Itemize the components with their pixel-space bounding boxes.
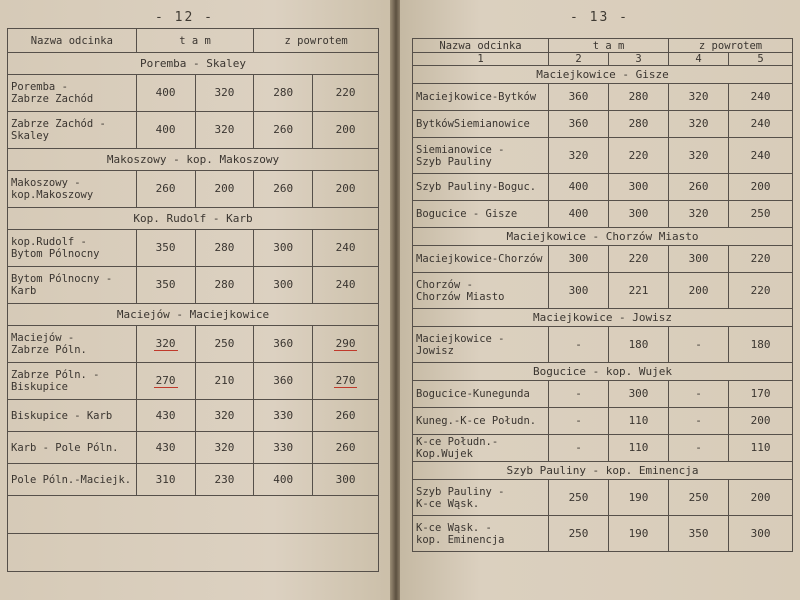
- fare-value-text: 300: [628, 207, 649, 220]
- fare-value: [609, 408, 669, 435]
- fare-value-text: 240: [335, 241, 356, 254]
- fare-value-text: 300: [628, 180, 649, 193]
- fare-value-text: 430: [155, 408, 176, 422]
- fare-value-text: 200: [214, 182, 235, 195]
- fare-value-text: 320: [688, 148, 709, 162]
- column-header-name: Nazwa odcinka: [8, 29, 137, 53]
- fare-value-text: 270: [335, 374, 356, 387]
- column-header-tam: t a m: [549, 39, 669, 53]
- fare-value: [195, 464, 254, 496]
- table-row: [413, 516, 793, 552]
- blank-row: [8, 534, 379, 572]
- fare-value-text: 260: [155, 182, 176, 195]
- fare-value: [254, 464, 313, 496]
- fare-value-text: 300: [568, 283, 589, 297]
- table-row: [413, 273, 793, 309]
- fare-value-text: 300: [688, 252, 709, 265]
- fare-value-text: -: [575, 387, 582, 400]
- fare-value: [549, 246, 609, 273]
- fare-value: [313, 267, 379, 304]
- fare-value: [609, 480, 669, 516]
- section-title: Poremba - Skaley: [8, 53, 379, 75]
- table-row: [8, 230, 379, 267]
- fare-value-text: 320: [214, 440, 235, 454]
- fare-value: [254, 326, 313, 363]
- fare-value: [609, 273, 669, 309]
- fare-value: [549, 381, 609, 408]
- route-name: Maciejkowice-Bytków: [413, 84, 549, 111]
- fare-value-text: 330: [273, 408, 294, 422]
- table-row: [8, 464, 379, 496]
- fare-value: [549, 273, 609, 309]
- column-header-tam: t a m: [136, 29, 254, 53]
- fare-value-text: 110: [628, 414, 649, 427]
- fare-value: [669, 327, 729, 363]
- section-title: Makoszowy - kop. Makoszowy: [8, 149, 379, 171]
- fare-value: [669, 246, 729, 273]
- fare-value: [136, 75, 195, 112]
- route-name: Bytom Pólnocny - Karb: [8, 267, 137, 304]
- fare-value: [729, 201, 793, 228]
- fare-value: [254, 112, 313, 149]
- fare-value: [195, 171, 254, 208]
- section-title: Maciejkowice - Gisze: [413, 66, 793, 84]
- fare-value-text: 180: [628, 337, 649, 351]
- fare-value-text: 300: [273, 278, 294, 291]
- fare-value-text: 240: [750, 117, 771, 130]
- fare-value-text: 320: [688, 117, 709, 130]
- fare-value: [609, 174, 669, 201]
- fare-value-text: 280: [214, 241, 235, 254]
- fare-value: [729, 381, 793, 408]
- fare-value-text: 360: [273, 337, 294, 350]
- fare-value-text: 200: [335, 182, 356, 195]
- fare-value: [313, 326, 379, 363]
- fare-value: [729, 516, 793, 552]
- fare-value-text: 220: [628, 252, 649, 265]
- fare-value: [254, 267, 313, 304]
- fare-value: [669, 174, 729, 201]
- fare-value-text: 320: [688, 90, 709, 103]
- fare-value: [195, 112, 254, 149]
- route-name: Karb - Pole Póln.: [8, 432, 137, 464]
- fare-value: [669, 273, 729, 309]
- fare-value-text: 110: [628, 441, 649, 454]
- fare-value: [549, 111, 609, 138]
- fare-value: [549, 408, 609, 435]
- fare-value: [729, 327, 793, 363]
- table-row: [413, 435, 793, 462]
- fare-value: [729, 246, 793, 273]
- fare-value: [136, 363, 195, 400]
- fare-value-text: 240: [335, 278, 356, 291]
- table-row: [8, 363, 379, 400]
- route-name: Maciejkowice-Chorzów: [413, 246, 549, 273]
- column-number: 1: [413, 53, 549, 66]
- fare-value-text: 260: [335, 440, 356, 454]
- table-row: [413, 111, 793, 138]
- section-title: Maciejów - Maciejkowice: [8, 304, 379, 326]
- table-row: [8, 171, 379, 208]
- fare-value: [313, 432, 379, 464]
- fare-value: [669, 480, 729, 516]
- fare-value: [729, 273, 793, 309]
- page-number: - 12 -: [155, 10, 214, 25]
- fare-value-text: 230: [214, 472, 235, 486]
- fare-value: [669, 84, 729, 111]
- fare-value-text: 280: [628, 90, 649, 103]
- fare-value-text: 400: [273, 472, 294, 486]
- fare-value-text: 400: [568, 180, 589, 193]
- route-name: Biskupice - Karb: [8, 400, 137, 432]
- fare-value-text: 190: [628, 490, 649, 504]
- fare-value-text: 320: [155, 337, 176, 350]
- fare-value-text: -: [575, 441, 582, 454]
- fare-value: [195, 363, 254, 400]
- fare-value-text: 350: [688, 526, 709, 540]
- route-name: Bogucice-Kunegunda: [413, 381, 549, 408]
- fare-value-text: 221: [628, 283, 649, 297]
- fare-value: [609, 246, 669, 273]
- table-row: [8, 112, 379, 149]
- fare-value: [549, 480, 609, 516]
- fare-value-text: 260: [273, 123, 294, 136]
- fare-value: [729, 480, 793, 516]
- fare-value: [136, 326, 195, 363]
- fare-value: [729, 138, 793, 174]
- fare-value-text: 330: [273, 440, 294, 454]
- fare-value: [254, 400, 313, 432]
- route-name: Zabrze Zachód - Skaley: [8, 112, 137, 149]
- fare-value-text: -: [695, 337, 702, 351]
- column-header-return: z powrotem: [254, 29, 379, 53]
- fare-table: [7, 28, 379, 572]
- fare-value: [729, 435, 793, 462]
- table-row: [8, 267, 379, 304]
- table-row: [8, 400, 379, 432]
- fare-value-text: 400: [568, 207, 589, 220]
- fare-value: [609, 381, 669, 408]
- route-name: Szyb Pauliny-Boguc.: [413, 174, 549, 201]
- column-header-return: z powrotem: [669, 39, 793, 53]
- fare-value-text: 300: [750, 526, 771, 540]
- section-title: Kop. Rudolf - Karb: [8, 208, 379, 230]
- fare-value: [609, 84, 669, 111]
- fare-value: [549, 327, 609, 363]
- route-name: Maciejkowice - Jowisz: [413, 327, 549, 363]
- table-row: [413, 201, 793, 228]
- fare-value-text: 350: [155, 278, 176, 291]
- fare-value-text: 350: [155, 241, 176, 254]
- fare-value: [609, 111, 669, 138]
- fare-value: [549, 435, 609, 462]
- fare-value-text: 320: [568, 148, 589, 162]
- route-name: kop.Rudolf - Bytom Pólnocny: [8, 230, 137, 267]
- fare-value-text: 320: [214, 408, 235, 422]
- fare-value: [254, 363, 313, 400]
- section-title: Maciejkowice - Jowisz: [413, 309, 793, 327]
- fare-value: [136, 112, 195, 149]
- fare-value: [136, 230, 195, 267]
- fare-value: [313, 363, 379, 400]
- fare-value: [609, 201, 669, 228]
- fare-value: [549, 201, 609, 228]
- fare-value-text: 180: [750, 337, 771, 351]
- fare-value: [669, 381, 729, 408]
- fare-value: [549, 174, 609, 201]
- fare-value-text: 240: [750, 148, 771, 162]
- fare-value-text: 290: [335, 337, 356, 350]
- fare-value: [136, 432, 195, 464]
- table-row: [413, 381, 793, 408]
- table-row: [413, 174, 793, 201]
- route-name: BytkówSiemianowice: [413, 111, 549, 138]
- fare-value-text: 270: [155, 374, 176, 387]
- fare-table: [412, 38, 793, 552]
- fare-value-text: 220: [335, 86, 356, 99]
- fare-value: [313, 112, 379, 149]
- fare-value-text: 220: [750, 252, 771, 265]
- fare-value: [549, 516, 609, 552]
- fare-value-text: 300: [273, 241, 294, 254]
- fare-value-text: -: [575, 337, 582, 351]
- fare-value: [254, 230, 313, 267]
- fare-value-text: 110: [750, 441, 771, 454]
- table-row: [413, 138, 793, 174]
- fare-value-text: 220: [750, 283, 771, 297]
- table-row: [413, 246, 793, 273]
- fare-value: [669, 408, 729, 435]
- column-number: 3: [609, 53, 669, 66]
- fare-value-text: -: [695, 387, 702, 400]
- fare-value: [729, 84, 793, 111]
- fare-value: [195, 400, 254, 432]
- table-row: [8, 326, 379, 363]
- fare-value-text: 280: [273, 86, 294, 99]
- route-name: Zabrze Póln. - Biskupice: [8, 363, 137, 400]
- fare-value: [729, 174, 793, 201]
- fare-value: [136, 267, 195, 304]
- fare-value: [254, 75, 313, 112]
- fare-value: [609, 435, 669, 462]
- section-title: Bogucice - kop. Wujek: [413, 363, 793, 381]
- fare-value: [195, 230, 254, 267]
- fare-value-text: 250: [688, 490, 709, 504]
- fare-value-text: 320: [688, 207, 709, 220]
- fare-value-text: 250: [568, 526, 589, 540]
- fare-value-text: 260: [688, 180, 709, 193]
- fare-value: [549, 138, 609, 174]
- fare-value-text: 170: [750, 387, 771, 400]
- fare-value: [669, 201, 729, 228]
- section-title: Szyb Pauliny - kop. Eminencja: [413, 462, 793, 480]
- fare-value-text: 400: [155, 86, 176, 99]
- fare-value-text: 250: [214, 337, 235, 350]
- column-header-name: Nazwa odcinka: [413, 39, 549, 53]
- table-row: [413, 480, 793, 516]
- route-name: Siemianowice - Szyb Pauliny: [413, 138, 549, 174]
- fare-value-text: 210: [214, 374, 235, 387]
- fare-value-text: 310: [155, 472, 176, 486]
- fare-value: [195, 432, 254, 464]
- fare-value-text: 200: [335, 123, 356, 136]
- fare-value: [609, 138, 669, 174]
- fare-value-text: 240: [750, 90, 771, 103]
- fare-value: [313, 171, 379, 208]
- table-row: [413, 408, 793, 435]
- route-name: Szyb Pauliny - K-ce Wąsk.: [413, 480, 549, 516]
- section-title: Maciejkowice - Chorzów Miasto: [413, 228, 793, 246]
- fare-value: [729, 111, 793, 138]
- right-page: [400, 0, 800, 600]
- fare-value: [136, 464, 195, 496]
- fare-value-text: -: [695, 441, 702, 454]
- fare-value: [313, 464, 379, 496]
- fare-value-text: 300: [335, 472, 356, 486]
- route-name: K-ce Wąsk. - kop. Eminencja: [413, 516, 549, 552]
- fare-value-text: 360: [568, 117, 589, 130]
- fare-value-text: 260: [335, 408, 356, 422]
- fare-value-text: 260: [273, 182, 294, 195]
- fare-value: [254, 171, 313, 208]
- fare-value: [609, 516, 669, 552]
- route-name: Pole Póln.-Maciejk.: [8, 464, 137, 496]
- fare-value-text: 250: [750, 207, 771, 220]
- fare-value: [669, 111, 729, 138]
- fare-value-text: 200: [688, 283, 709, 297]
- fare-value-text: 430: [155, 440, 176, 454]
- table-row: [413, 84, 793, 111]
- column-number: 5: [729, 53, 793, 66]
- fare-value: [729, 408, 793, 435]
- route-name: Bogucice - Gisze: [413, 201, 549, 228]
- fare-value-text: 280: [214, 278, 235, 291]
- fare-value-text: 200: [750, 414, 771, 427]
- table-row: [413, 327, 793, 363]
- fare-value-text: 300: [628, 387, 649, 400]
- fare-value-text: 280: [628, 117, 649, 130]
- route-name: Poremba - Zabrze Zachód: [8, 75, 137, 112]
- fare-value-text: 300: [568, 252, 589, 265]
- fare-value-text: 360: [273, 374, 294, 387]
- fare-value-text: 320: [214, 123, 235, 136]
- table-row: [8, 432, 379, 464]
- fare-value: [669, 138, 729, 174]
- fare-value: [669, 516, 729, 552]
- fare-value-text: 200: [750, 180, 771, 193]
- fare-value-text: 200: [750, 490, 771, 504]
- fare-value-text: 250: [568, 490, 589, 504]
- route-name: Chorzów - Chorzów Miasto: [413, 273, 549, 309]
- fare-value: [549, 84, 609, 111]
- fare-value: [195, 75, 254, 112]
- fare-value: [136, 171, 195, 208]
- column-number: 2: [549, 53, 609, 66]
- fare-value: [313, 75, 379, 112]
- fare-value: [669, 435, 729, 462]
- route-name: Kuneg.-K-ce Połudn.: [413, 408, 549, 435]
- fare-value-text: 360: [568, 90, 589, 103]
- fare-value: [313, 230, 379, 267]
- fare-value-text: -: [575, 414, 582, 427]
- page-number: - 13 -: [570, 10, 629, 25]
- blank-row: [8, 496, 379, 534]
- table-row: [8, 75, 379, 112]
- column-number: 4: [669, 53, 729, 66]
- left-page: [0, 0, 392, 600]
- route-name: K-ce Połudn.-Kop.Wujek: [413, 435, 549, 462]
- fare-value: [254, 432, 313, 464]
- fare-value: [609, 327, 669, 363]
- fare-value-text: 220: [628, 148, 649, 162]
- fare-value: [195, 267, 254, 304]
- fare-value: [136, 400, 195, 432]
- route-name: Maciejów - Zabrze Póln.: [8, 326, 137, 363]
- route-name: Makoszowy - kop.Makoszowy: [8, 171, 137, 208]
- fare-value-text: 400: [155, 123, 176, 136]
- fare-value-text: -: [695, 414, 702, 427]
- fare-value: [195, 326, 254, 363]
- fare-value: [313, 400, 379, 432]
- fare-value-text: 190: [628, 526, 649, 540]
- fare-value-text: 320: [214, 86, 235, 99]
